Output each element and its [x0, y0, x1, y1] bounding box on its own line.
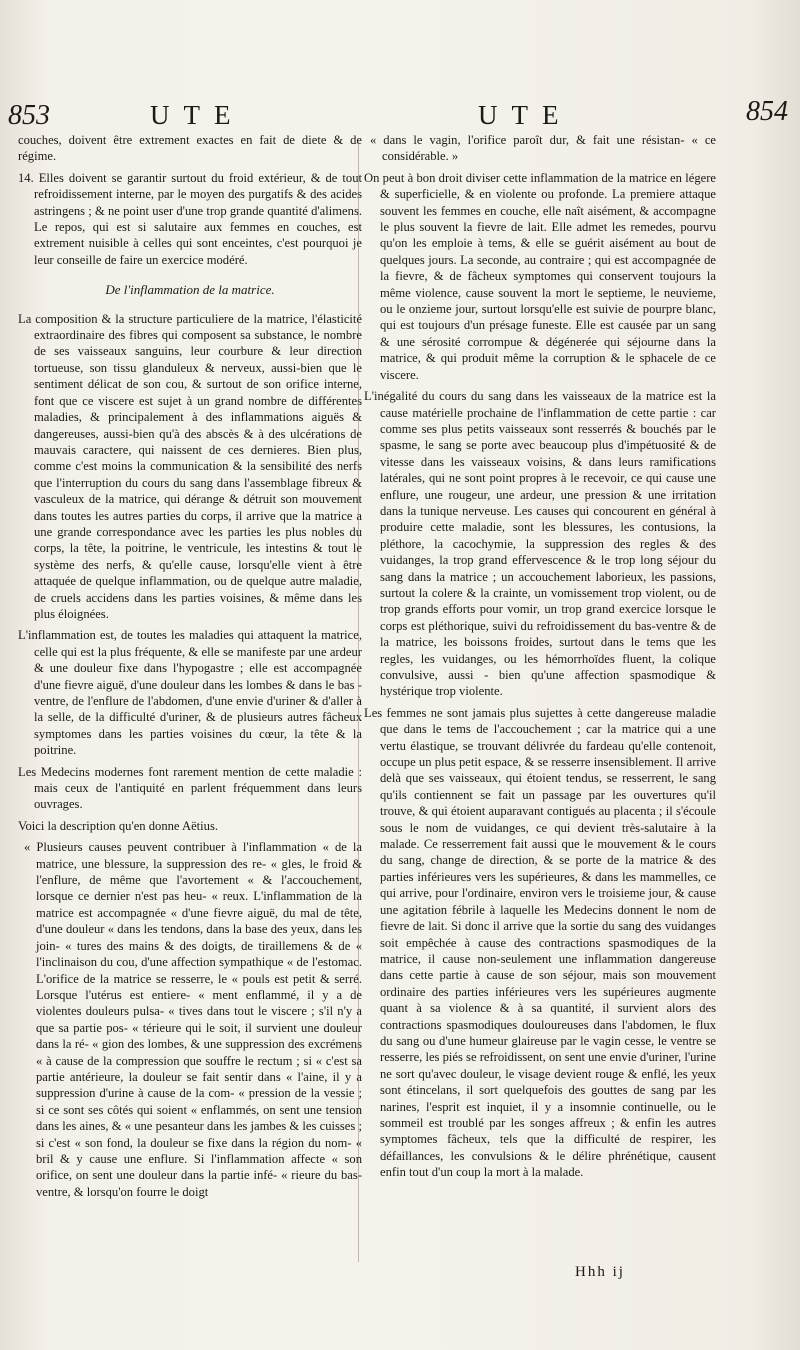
left-paragraph-6: Voici la description qu'en donne Aëtius. — [18, 818, 219, 833]
running-head-left: UTE — [150, 100, 245, 130]
section-heading: De l'inflammation de la matrice. — [105, 282, 275, 298]
left-paragraph-3: La composition & la structure particuliere de la matrice, l'élasticité extraordinaire des fibres qui composent sa substance, le nombre de ses vaisseaux sanguins, leur courbure & leur direction tortueuse, son tissu glanduleux & nerveux, aussi-bien que le sentiment délicat de son cou, & surtout de son orifice interne, font que ce viscere est sujet à un grand nombre de différentes maladies, & principalement à des inflammations aiguës & dangereuses, aussi-bien qu'à des abscès & à des ulcérations de mauvais caractere, qui naissent de ces dernieres. Bien plus, comme c'est moins la communication & la sensibilité des nerfs que l'interruption du cours du sang dans l'assemblage fibreux & vasculeux de la matrice, qui dérange & détruit son mouvement dans toutes les autres parties du corps, il arrive que la matrice a une grande correspondance avec les parties les plus nobles du corps, la tête, la poitrine, le ventricule, les intestins & tout le système des nerfs, & qu'elle cause, lorsqu'elle vient à être attaquée de quelque inflammation, ou de quelque autre maladie, de cruels accidens dans les parties voisines, & même dans les plus éloignées. — [18, 311, 362, 621]
left-paragraph-5: Les Medecins modernes font rarement mention de cette maladie : mais ceux de l'antiquité en parlent fréquemment dans leurs ouvrages. — [18, 764, 362, 812]
left-column — [18, 132, 362, 1205]
right-paragraph-3: L'inégalité du cours du sang dans les vaisseaux de la matrice est la cause matérielle prochaine de l'inflammation de cette partie : car comme ses plus petits vaisseaux sont resserrés & bouchés par le spasme, le sang se porte avec beaucoup plus d'impétuosité & de vitesse dans les vaisseaux voisins, & dans leurs ramifications latérales, qui ne sont point propres à le recevoir, ce qui cause une enflure, une rougeur, une ardeur, une pression & une irritation dans la tunique nerveuse. Les causes qui concourent en général à produire cette maladie, sont les blessures, les contusions, la pléthore, la cacochymie, la suppression des regles & des vuidanges, la trop grand effervescence & le trop long séjour du sang dans la matrice ; un accouchement laborieux, les passions, surtout la colere & la crainte, un vomissement trop violent, ou de trop grands efforts pour vomir, un trop grand exercice lorsque le corps est pléthorique, suivi du refroidissement du bas-ventre & de la matrice, les boissons froides, surtout dans le tems que les regles, les vuidanges, ou les hémorrhoïdes fluent, la colique convulsive, aussi - bien qu'une affection spasmodique & hystérique trop violente. — [364, 389, 716, 699]
signature-mark: Hhh ij — [575, 1264, 625, 1280]
left-paragraph-4: L'inflammation est, de toutes les maladies qui attaquent la matrice, celle qui est la plus fréquente, & elle se manifeste par une ardeur & une douleur fixe dans l'hypogastre ; elle est accompagnée d'une fievre aiguë, d'une douleur dans les lombes & dans le bas - ventre, de l'enflure de l'abdomen, d'une envie d'uriner & d'aller à la selle, de la difficulté d'uriner, & de plusieurs autres fâcheux symptomes dans les parties voisines du cœur, la tête & la poitrine. — [18, 628, 362, 758]
right-quotation-end: « dans le vagin, l'orifice paroît dur, & fait une résistan- « ce considérable. » — [370, 133, 716, 164]
left-paragraph-1: couches, doivent être extrement exactes en fait de diete & de régime. — [18, 133, 362, 164]
page-number-right: 854 — [746, 96, 788, 127]
running-head-right: UTE — [478, 100, 573, 130]
left-paragraph-2: 14. Elles doivent se garantir surtout du froid extérieur, & de tout refroidissement interne, par le moyen des purgatifs & des acides astringens ; & ne point user d'une trop grande quantité d'alimens. Le repos, qui est si salutaire aux femmes en couches, est extrement nuisible à celles qui sont enceintes, c'est pourquoi je leur conseille de faire un exercice modéré. — [18, 170, 362, 267]
right-paragraph-2: On peut à bon droit diviser cette inflammation de la matrice en légere & superficielle, & en violente ou profonde. La premiere attaque souvent les femmes en couche, elle naît aisément, & accompagne le plus souvent la fievre de lait. Elle admet les remedes, pourvu qu'on les emploie à tems, & elle se guérit aisément au bout de quelques jours. La seconde, au contraire ; qui est accompagnée de la fievre, & de fâcheux symptomes qui conservent toujours la même violence, cause souvent la mort le septieme, le neuvieme, ou le onzieme jour, surtout lorsqu'elle est suivie de pourpre blanc, qui est toujours d'un présage funeste. Elle est causée par un sang & une sérosité corrompue & dégénerée qui séjourne dans la matrice, & qui produit même la corruption & le sphacele de ce viscere. — [364, 170, 716, 382]
right-paragraph-4: Les femmes ne sont jamais plus sujettes à cette dangereuse maladie que dans le tems de l'accouchement ; car la matrice qui a une vertu élastique, se trouvant délivrée du fardeau qu'elle contenoit, occupe un plus petit espace, & se resserre insensiblement. Il arrive delà que ses vaisseaux, qui étoient tendus, se resserrent, le sang qu'ils contiennent se fait un passage par les ouvertures qu'il trouve, & qui étoient auparavant contigués au placenta ; il s'écoule sous le nom de vuidanges, ce qui devient très-salutaire à la malade. Ce resserrement fait aussi que le mouvement & le cours du sang, change de direction, & se porte de la matrice & des parties inférieures vers les supérieures, & dans les mammelles, ce qui arrive, pour l'ordinaire, environ vers le troisieme jour, & cause une agitation fébrile à laquelle les Medecins donnent le nom de fievre de lait. Si donc il arrive que la sortie du sang des vuidanges soit empêchée à cause des contractions spasmodiques de la matrice, il cause non-seulement une inflammation dangereuse dans cette partie à cause de son séjour, mais son mouvement ordinaire des parties inférieures vers les supérieures augmente quant à sa violence & à sa quantité, il survient alors des contractions spasmodiques douloureuses dans l'abdomen, le flux du sang ou d'une humeur glaireuse par le vagin cesse, le ventre se resserre, les piés se refroidissent, on sent une envie d'uriner, l'urine ne sort qu'avec douleur, le visage devient rouge & enflé, les yeux sont étincelans, il sort quelquefois des gouttes de sang par les narines, l'esprit est inquiet, il y a insomnie continuelle, ou le sommeil est troublé par les songes affreux ; & enfin les autres symptomes fâcheux, tels que la difficulté de respirer, les défaillances, les convulsions & le délire phrénétique, causent enfin tout d'un coup la mort à la malade. — [364, 705, 716, 1180]
right-column — [364, 132, 716, 1186]
left-quotation: « Plusieurs causes peuvent contribuer à l'inflammation « de la matrice, une blessure, la suppression des re- « gles, le froid & l'enflure, de même que l'avortement « & l'accouchement, lorsque ce dernier n'est pas heu- « reux. L'inflammation de la matrice est accompagnée « d'une fievre aiguë, du mal de tête, d'une douleur « dans les tendons, dans la base des yeux, dans les join- « tures des mains & des doigts, de tiraillemens & de « l'inclinaison du cou, d'une affection sympathique « de l'estomac. L'orifice de la matrice se resserre, le « pouls est petit & serré. Lorsque l'utérus est entiere- « ment enflammé, il y a de violentes douleurs pulsa- « tives dans tout le viscere ; s'il n'y a que sa partie pos- « térieure qui le soit, il survient une douleur dans la ré- « gion des lombes, & une suppression des excrémens « à cause de la compression que souffre le rectum ; si « c'est sa partie antérieure, la douleur se fait sentir dans « l'aine, il y a suppression d'urine à cause de la com- « pression de la vessie ; si ce sont ses côtés qui soient « enflammés, on sent une tension dans les aines, & « une pesanteur dans les jambes & les cuisses ; si c'est « son fond, la douleur se fixe dans la région du nom- « bril & y cause une enflure. Si l'inflammation affecte « son orifice, on sent une douleur dans la partie infé- « rieure du bas-ventre, & lorsqu'on fourre le doigt — [24, 840, 362, 1199]
column-divider — [358, 138, 359, 1262]
page-number-left: 853 — [8, 100, 50, 131]
